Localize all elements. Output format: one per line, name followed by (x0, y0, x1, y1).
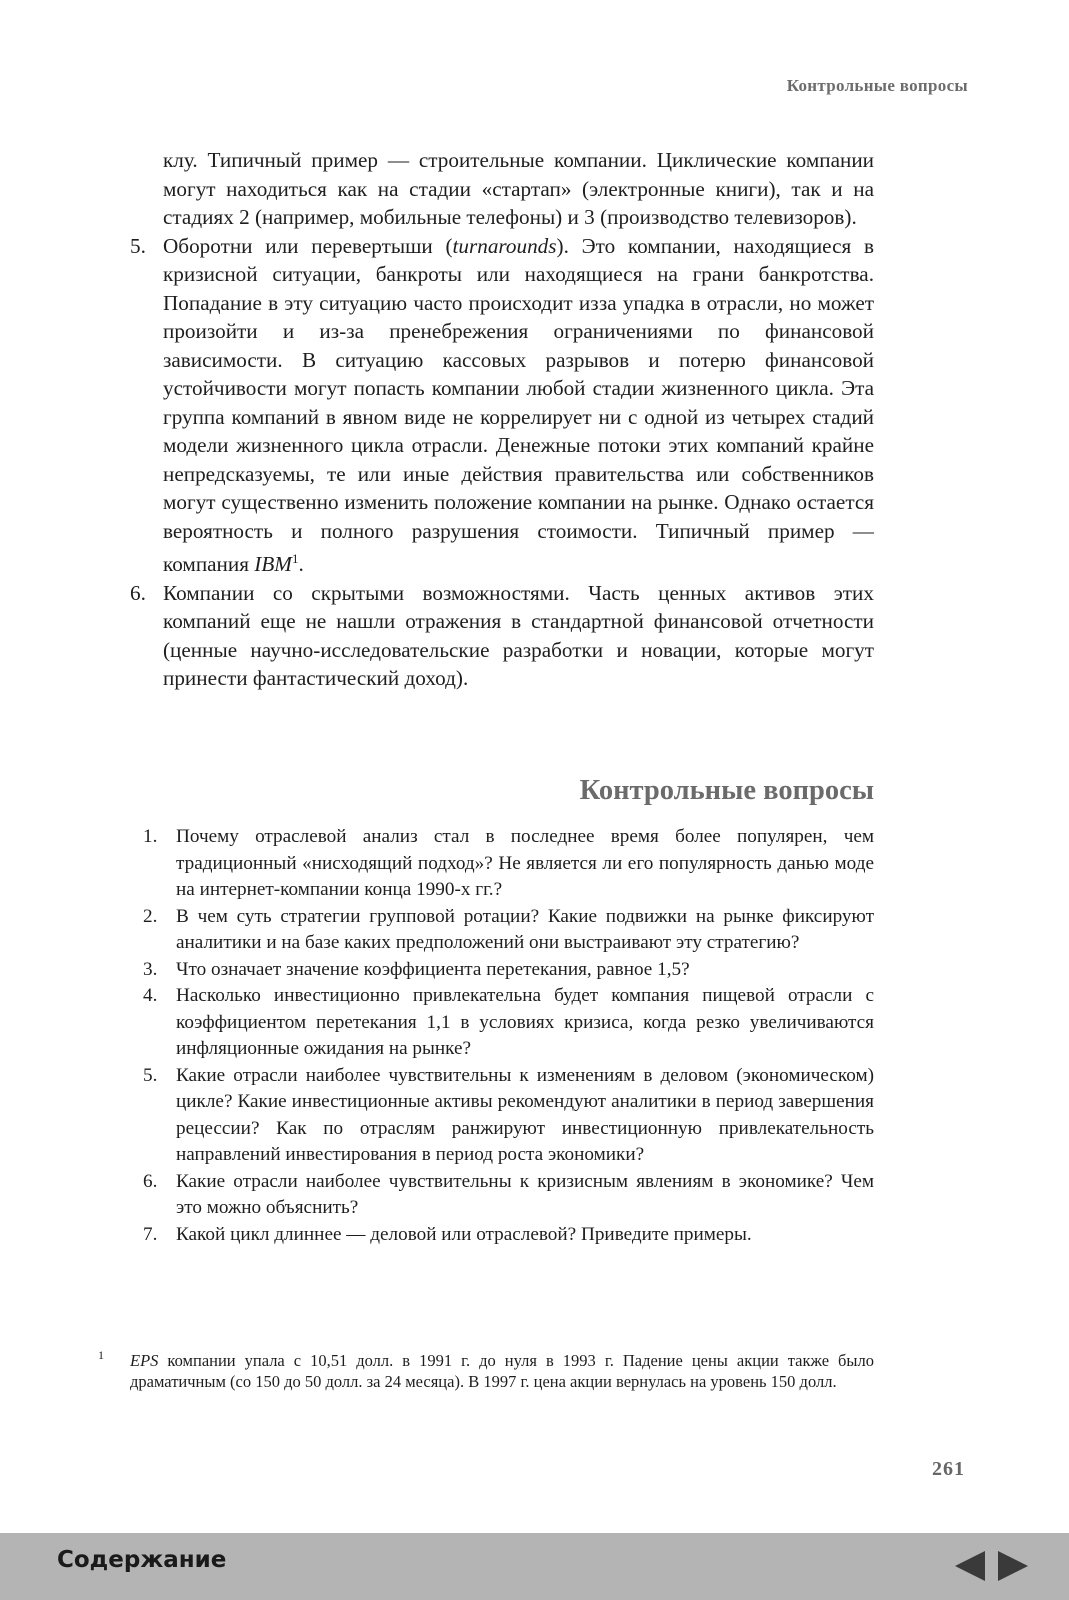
triangle-right-icon[interactable] (996, 1549, 1030, 1583)
continued-paragraph: клу. Типичный пример — строительные компании. Циклические компании могут находиться как на стадии «стартап» (электронные книги), так и на стадиях 2 (например, мобильные телефоны) и 3 (производство телевизоров). (163, 148, 874, 229)
question-text: Какой цикл длиннее — деловой или отраслевой? Приведите примеры. (176, 1223, 752, 1245)
question-number: 6. (143, 1170, 158, 1192)
question-text: Какие отрасли наиболее чувствительны к изменениям в деловом (экономическом) цикле? Какие инвестиционные активы рекомендуют аналитики в период завершения рецессии? Как по отраслям ранжируют инвестиционную привлекательность направлений инвестирования в период роста экономики? (176, 1064, 874, 1165)
page-number: 261 (932, 1458, 965, 1480)
footnote-text (98, 1351, 874, 1392)
question-item (140, 957, 874, 984)
running-header: Контрольные вопросы (786, 76, 968, 95)
footnote-italic: EPS (130, 1351, 159, 1370)
italic-term: turnarounds (452, 233, 557, 258)
list-item-6 (126, 579, 874, 693)
triangle-left-icon[interactable] (953, 1549, 987, 1583)
list-number: 5. (130, 233, 146, 258)
list-number: 6. (130, 580, 146, 605)
body-text (126, 146, 874, 693)
question-text: Почему отраслевой анализ стал в последнее время более популярен, чем традиционный «нисходящий подход»? Не является ли его популярность данью моде на интернет-компании конца 1990-х гг.? (176, 826, 874, 900)
footnote-mark: 1 (98, 1348, 104, 1362)
question-item (140, 904, 874, 957)
question-item (140, 983, 874, 1063)
italic-company: IBM (254, 552, 292, 577)
question-number: 1. (143, 826, 158, 847)
item-text-end: . (298, 552, 304, 577)
question-number: 7. (143, 1223, 158, 1245)
item-text: Компании со скрытыми возможностями. Часть ценных активов этих компаний еще не нашли отражения в стандартной финансовой отчетности (ценные научно-исследовательские разработки и новации, которые могут принести фантастический доход). (163, 580, 874, 691)
footnote-reference[interactable]: 1 (291, 551, 299, 566)
section-heading: Контрольные вопросы (579, 775, 874, 806)
navigation-bar (0, 1533, 1069, 1600)
question-item (140, 1222, 874, 1249)
questions-list (140, 824, 874, 1248)
item-text-main: ). Это компании, находящиеся в кризисной ситуации, банкроты или находящиеся на грани банкротства. Попадание в эту ситуацию часто происходит изза упадка в отрасли, но может произойти и из-за пренебрежения ограничениями по финансовой зависимости. В ситуацию кассовых разрывов и потерю финансовой устойчивости могут попасть компании любой стадии жизненного цикла. Эта группа компаний в явном виде не коррелирует ни с одной из четырех стадий модели жизненного цикла отрасли. Денежные потоки этих компаний крайне непредсказуемы, те или иные действия правительства или собственников могут существенно изменить положение компании на рынке. Однако остается вероятность и полного разрушения стоимости. Типичный пример — компания (163, 233, 875, 577)
question-number: 4. (143, 985, 158, 1006)
question-text: Какие отрасли наиболее чувствительны к кризисным явлениям в экономике? Чем это можно объяснить? (176, 1170, 874, 1218)
list-item-5 (126, 232, 874, 579)
question-number: 2. (143, 905, 158, 927)
question-number: 5. (143, 1064, 158, 1086)
question-text: В чем суть стратегии групповой ротации? Какие подвижки на рынке фиксируют аналитики и на базе каких предположений они выстраивают эту стратегию? (176, 905, 874, 953)
contents-link[interactable]: Содержание (57, 1547, 227, 1573)
question-item (140, 1169, 874, 1222)
question-text: Насколько инвестиционно привлекательна будет компания пищевой отрасли с коэффициентом перетекания 1,1 в условиях кризиса, когда резко увеличиваются инфляционные ожидания на рынке? (176, 985, 874, 1059)
question-number: 3. (143, 958, 158, 980)
question-text: Что означает значение коэффициента перетекания, равное 1,5? (176, 958, 690, 980)
item-text-start: Оборотни или перевертыши ( (163, 233, 453, 258)
question-item (140, 824, 874, 904)
footnote-body: компании упала с 10,51 долл. в 1991 г. до нуля в 1993 г. Падение цены акции также было драматичным (со 150 до 50 долл. за 24 месяца). В 1997 г. цена акции вернулась на уровень 150 долл. (130, 1351, 874, 1391)
footnote (98, 1348, 874, 1392)
question-item (140, 1063, 874, 1169)
